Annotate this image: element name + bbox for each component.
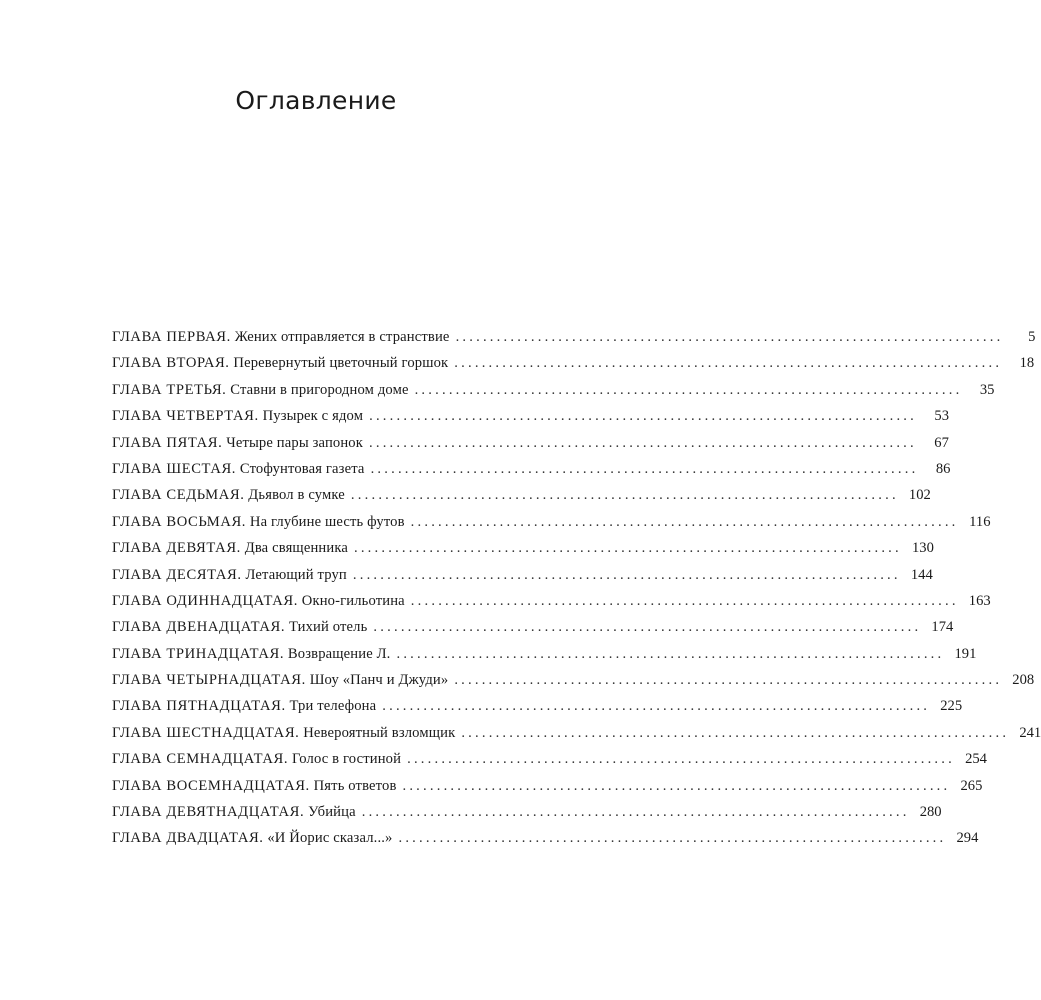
dot-leader: ................................................................................ (361, 804, 910, 821)
toc-entry (112, 434, 949, 461)
page-number: 18 (1019, 355, 1035, 372)
toc-entry-label (112, 435, 363, 452)
chapter-title: Пять ответов (313, 777, 397, 794)
toc-entry (112, 355, 1035, 381)
page-number: 225 (940, 698, 963, 715)
chapter-number: ГЛАВА ТРЕТЬЯ. (112, 381, 227, 398)
chapter-title: «И Йорис сказал...» (267, 830, 393, 847)
page-number: 144 (910, 566, 933, 583)
chapter-number: ГЛАВА ШЕСТАЯ. (112, 460, 237, 477)
chapter-title: Три телефона (289, 698, 377, 715)
chapter-title: Два священника (244, 540, 348, 557)
chapter-number: ГЛАВА ПЯТНАДЦАТАЯ. (112, 698, 286, 715)
page-title: Оглавление (235, 86, 397, 115)
page-number: 130 (911, 540, 934, 557)
dot-leader: ................................................................................ (410, 592, 959, 609)
toc-entry (112, 513, 991, 540)
chapter-title: Ставни в пригородном доме (230, 381, 409, 398)
chapter-number: ГЛАВА ПЯТАЯ. (112, 434, 223, 451)
dot-leader: ................................................................................ (353, 540, 902, 557)
dot-leader: ................................................................................ (407, 751, 955, 768)
chapter-number: ГЛАВА ВОСЕМНАДЦАТАЯ. (112, 777, 310, 794)
chapter-number: ГЛАВА ОДИННАДЦАТАЯ. (112, 592, 298, 609)
chapter-number: ГЛАВА ДВАДЦАТАЯ. (112, 830, 264, 847)
page-number: 116 (969, 513, 991, 530)
chapter-number: ГЛАВА ВТОРАЯ. (112, 355, 230, 372)
toc-entry-label (112, 751, 401, 768)
toc-entry (112, 540, 934, 566)
toc-entry-label (112, 382, 409, 399)
page-number: 265 (960, 777, 983, 794)
chapter-title: Невероятный взломщик (303, 724, 456, 741)
toc-entry (112, 804, 942, 830)
chapter-title: Возвращение Л. (287, 645, 391, 662)
toc-entry (112, 460, 951, 487)
toc-entry-label (112, 567, 347, 584)
page-number: 280 (919, 804, 942, 821)
toc-entry-label (112, 672, 448, 689)
dot-leader: ................................................................................ (410, 513, 959, 530)
dot-leader: ................................................................................ (382, 698, 931, 715)
chapter-number: ГЛАВА ЧЕТВЕРТАЯ. (112, 408, 259, 425)
dot-leader: ................................................................................ (454, 355, 1003, 372)
chapter-title: Голос в гостиной (291, 751, 402, 768)
chapter-number: ГЛАВА ПЕРВАЯ. (112, 329, 231, 345)
toc-entry (112, 830, 979, 856)
toc-entry (112, 672, 1035, 698)
toc-entry-label (112, 408, 363, 425)
chapter-title: Дьявол в сумке (248, 487, 345, 504)
page-number: 35 (979, 381, 995, 398)
page-number: 86 (935, 460, 951, 477)
page-number: 67 (934, 434, 949, 451)
toc-entry-label (112, 725, 455, 742)
toc-entry-label (112, 830, 392, 847)
table-of-contents (112, 329, 1041, 857)
toc-entry-label (112, 698, 376, 715)
chapter-title: Летающий труп (245, 566, 347, 583)
chapter-number: ГЛАВА ДЕВЯТНАДЦАТАЯ. (112, 804, 305, 821)
page-number: 102 (908, 487, 931, 504)
page-number: 241 (1019, 724, 1041, 741)
dot-leader: ................................................................................ (350, 487, 899, 504)
dot-leader: ................................................................................ (370, 460, 919, 477)
toc-entry (112, 777, 983, 804)
toc-entry (112, 566, 933, 593)
toc-entry-label (112, 646, 390, 663)
chapter-title: Убийца (308, 804, 356, 821)
toc-entry-label (112, 540, 348, 557)
chapter-number: ГЛАВА ТРИНАДЦАТАЯ. (112, 645, 285, 662)
toc-entry (112, 645, 977, 672)
chapter-title: Окно-гильотина (301, 592, 405, 609)
page-number: 5 (1028, 329, 1036, 345)
page-number: 163 (968, 592, 991, 609)
dot-leader: ................................................................................ (454, 672, 1003, 689)
dot-leader: ................................................................................ (414, 381, 963, 398)
chapter-title: Четыре пары запонок (226, 434, 363, 451)
dot-leader: ................................................................................ (396, 645, 945, 662)
toc-entry (112, 487, 931, 513)
toc-entry-label (112, 487, 345, 504)
dot-leader: ................................................................................ (352, 566, 901, 583)
chapter-number: ГЛАВА ЧЕТЫРНАДЦАТАЯ. (112, 672, 306, 689)
dot-leader: ................................................................................ (461, 724, 1010, 741)
dot-leader: ................................................................................ (455, 329, 1004, 345)
dot-leader: ................................................................................ (402, 777, 951, 794)
toc-entry (112, 408, 949, 434)
page-number: 53 (934, 408, 949, 425)
dot-leader: ................................................................................ (373, 619, 922, 636)
toc-entry-label (112, 514, 405, 531)
toc-entry (112, 381, 995, 408)
toc-entry (112, 592, 991, 619)
chapter-title: Шоу «Панч и Джуди» (309, 672, 449, 689)
chapter-title: Тихий отель (288, 619, 368, 636)
toc-entry-label (112, 355, 448, 372)
chapter-title: Пузырек с ядом (262, 408, 364, 425)
toc-entry-label (112, 619, 367, 636)
chapter-number: ГЛАВА ВОСЬМАЯ. (112, 513, 247, 530)
toc-entry-label (112, 329, 450, 346)
page-number: 174 (931, 619, 954, 636)
chapter-title: Стофунтовая газета (239, 460, 365, 477)
dot-leader: ................................................................................ (398, 830, 947, 847)
chapter-title: Жених отправляется в странствие (234, 329, 450, 345)
toc-entry (112, 329, 1036, 355)
page-number: 254 (965, 751, 987, 768)
toc-entry-label (112, 778, 396, 795)
toc-entry-label (112, 461, 365, 478)
page-number: 208 (1012, 672, 1035, 689)
chapter-number: ГЛАВА СЕМНАДЦАТАЯ. (112, 751, 289, 768)
page-number: 294 (956, 830, 979, 847)
toc-entry (112, 724, 1041, 751)
chapter-number: ГЛАВА ДЕВЯТАЯ. (112, 540, 241, 557)
chapter-number: ГЛАВА ДЕСЯТАЯ. (112, 566, 242, 583)
chapter-number: ГЛАВА СЕДЬМАЯ. (112, 487, 245, 504)
dot-leader: ................................................................................ (369, 408, 917, 425)
toc-entry (112, 751, 987, 777)
toc-entry (112, 619, 954, 645)
toc-entry-label (112, 804, 356, 821)
page-number: 191 (954, 645, 977, 662)
toc-entry-label (112, 593, 405, 610)
chapter-number: ГЛАВА ШЕСТНАДЦАТАЯ. (112, 724, 300, 741)
toc-entry (112, 698, 963, 724)
dot-leader: ................................................................................ (369, 434, 917, 451)
chapter-title: На глубине шесть футов (249, 513, 405, 530)
chapter-number: ГЛАВА ДВЕНАДЦАТАЯ. (112, 619, 286, 636)
chapter-title: Перевернутый цветочный горшок (233, 355, 449, 372)
